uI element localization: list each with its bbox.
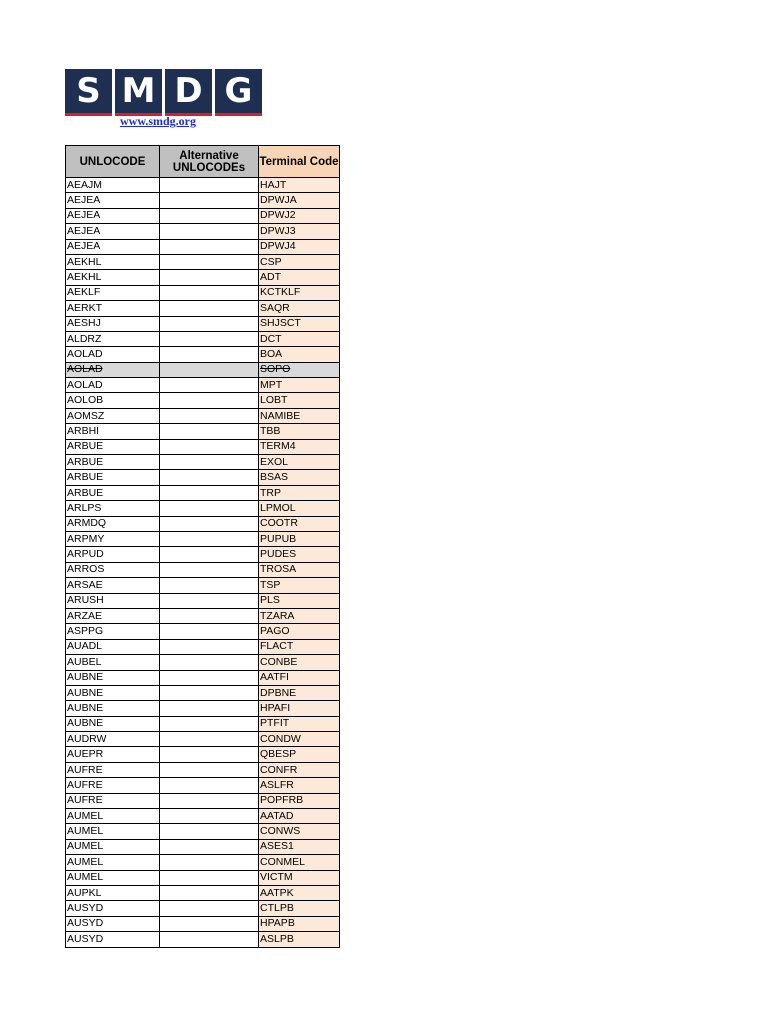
alternative-unlocode-cell bbox=[160, 793, 259, 808]
table-row bbox=[66, 301, 340, 316]
unlocode-cell: AESHJ bbox=[66, 316, 160, 331]
terminal-code-cell: AATFI bbox=[259, 670, 340, 685]
unlocode-cell: AOMSZ bbox=[66, 408, 160, 423]
alternative-unlocode-cell bbox=[160, 732, 259, 747]
table-row bbox=[66, 885, 340, 900]
alternative-unlocode-cell bbox=[160, 639, 259, 654]
terminal-code-cell: NAMIBE bbox=[259, 408, 340, 423]
alternative-unlocode-cell bbox=[160, 208, 259, 223]
terminal-code-cell: HAJT bbox=[259, 178, 340, 193]
unlocode-cell: AUFRE bbox=[66, 778, 160, 793]
table-row bbox=[66, 531, 340, 546]
table-header-row bbox=[66, 146, 340, 178]
alternative-unlocode-cell bbox=[160, 347, 259, 362]
table-row bbox=[66, 870, 340, 885]
unlocode-cell: AUADL bbox=[66, 639, 160, 654]
terminal-code-cell: HPAFI bbox=[259, 701, 340, 716]
table-row bbox=[66, 809, 340, 824]
logo-letter-d: D bbox=[165, 69, 212, 116]
alternative-unlocode-cell bbox=[160, 624, 259, 639]
table-row bbox=[66, 331, 340, 346]
unlocode-cell: AUBNE bbox=[66, 670, 160, 685]
unlocode-cell: AUSYD bbox=[66, 916, 160, 931]
terminal-code-cell: COOTR bbox=[259, 516, 340, 531]
table-row bbox=[66, 270, 340, 285]
terminal-code-cell: DPWJ4 bbox=[259, 239, 340, 254]
unlocode-cell: AEJEA bbox=[66, 193, 160, 208]
table-row bbox=[66, 470, 340, 485]
table-body bbox=[66, 178, 340, 948]
smdg-logo bbox=[65, 69, 262, 116]
terminal-code-cell: CTLPB bbox=[259, 901, 340, 916]
alternative-unlocode-cell bbox=[160, 716, 259, 731]
alternative-unlocode-cell bbox=[160, 901, 259, 916]
table-row bbox=[66, 239, 340, 254]
unlocode-cell: AUMEL bbox=[66, 809, 160, 824]
unlocode-cell: AEJEA bbox=[66, 239, 160, 254]
alternative-unlocode-cell bbox=[160, 239, 259, 254]
table-row bbox=[66, 747, 340, 762]
alternative-unlocode-cell bbox=[160, 224, 259, 239]
table-row bbox=[66, 670, 340, 685]
table-row bbox=[66, 439, 340, 454]
terminal-code-cell: PAGO bbox=[259, 624, 340, 639]
alternative-unlocode-cell bbox=[160, 470, 259, 485]
alternative-unlocode-cell bbox=[160, 778, 259, 793]
terminal-code-cell: ADT bbox=[259, 270, 340, 285]
alternative-unlocode-cell bbox=[160, 254, 259, 269]
alternative-unlocode-cell bbox=[160, 362, 259, 377]
unlocode-cell: ARMDQ bbox=[66, 516, 160, 531]
table-row bbox=[66, 685, 340, 700]
terminal-code-cell: MPT bbox=[259, 378, 340, 393]
terminal-code-cell: AATAD bbox=[259, 809, 340, 824]
alternative-unlocode-cell bbox=[160, 747, 259, 762]
terminal-code-cell: KCTKLF bbox=[259, 285, 340, 300]
unlocode-cell: AUFRE bbox=[66, 793, 160, 808]
unlocode-cell: AUPKL bbox=[66, 885, 160, 900]
unlocode-cell: ALDRZ bbox=[66, 331, 160, 346]
unlocode-cell: ARPUD bbox=[66, 547, 160, 562]
alternative-unlocode-cell bbox=[160, 270, 259, 285]
table-row bbox=[66, 932, 340, 947]
alternative-unlocode-cell bbox=[160, 531, 259, 546]
table-row bbox=[66, 716, 340, 731]
alternative-unlocode-cell bbox=[160, 824, 259, 839]
terminal-code-cell: TBB bbox=[259, 424, 340, 439]
table-row bbox=[66, 501, 340, 516]
terminal-code-cell: PUPUB bbox=[259, 531, 340, 546]
alternative-unlocode-cell bbox=[160, 685, 259, 700]
alternative-unlocode-cell bbox=[160, 331, 259, 346]
terminal-code-cell: CSP bbox=[259, 254, 340, 269]
unlocode-cell: AUBEL bbox=[66, 655, 160, 670]
header-terminal-code: Terminal Code bbox=[259, 146, 340, 178]
terminal-code-cell: PTFIT bbox=[259, 716, 340, 731]
terminal-code-cell: TERM4 bbox=[259, 439, 340, 454]
alternative-unlocode-cell bbox=[160, 301, 259, 316]
terminal-code-cell: VICTM bbox=[259, 870, 340, 885]
unlocode-cell: ARPMY bbox=[66, 531, 160, 546]
table-row bbox=[66, 562, 340, 577]
unlocode-cell: AEJEA bbox=[66, 208, 160, 223]
alternative-unlocode-cell bbox=[160, 378, 259, 393]
table-row bbox=[66, 208, 340, 223]
table-row bbox=[66, 347, 340, 362]
terminal-code-cell: ASLFR bbox=[259, 778, 340, 793]
alternative-unlocode-cell bbox=[160, 516, 259, 531]
alternative-unlocode-cell bbox=[160, 870, 259, 885]
table-row bbox=[66, 901, 340, 916]
terminal-code-cell: POPFRB bbox=[259, 793, 340, 808]
table-row bbox=[66, 485, 340, 500]
table-row bbox=[66, 547, 340, 562]
table-row-struck bbox=[66, 362, 340, 377]
terminal-code-cell: TSP bbox=[259, 578, 340, 593]
table-row bbox=[66, 193, 340, 208]
unlocode-cell: AUEPR bbox=[66, 747, 160, 762]
unlocode-cell: ASPPG bbox=[66, 624, 160, 639]
table-row bbox=[66, 393, 340, 408]
unlocode-cell: AOLAD bbox=[66, 362, 160, 377]
unlocode-cell: AEKLF bbox=[66, 285, 160, 300]
terminal-code-cell: CONFR bbox=[259, 762, 340, 777]
alternative-unlocode-cell bbox=[160, 701, 259, 716]
table-row bbox=[66, 455, 340, 470]
unlocode-cell: AUMEL bbox=[66, 824, 160, 839]
terminal-code-cell: BSAS bbox=[259, 470, 340, 485]
alternative-unlocode-cell bbox=[160, 485, 259, 500]
alternative-unlocode-cell bbox=[160, 285, 259, 300]
alternative-unlocode-cell bbox=[160, 655, 259, 670]
terminal-code-cell: CONDW bbox=[259, 732, 340, 747]
terminal-code-cell: PUDES bbox=[259, 547, 340, 562]
logo-letter-s: S bbox=[65, 69, 112, 116]
terminal-code-cell: CONBE bbox=[259, 655, 340, 670]
unlocode-cell: AUDRW bbox=[66, 732, 160, 747]
table-row bbox=[66, 762, 340, 777]
unlocode-cell: AOLOB bbox=[66, 393, 160, 408]
header-unlocode: UNLOCODE bbox=[66, 146, 160, 178]
table-row bbox=[66, 732, 340, 747]
unlocode-cell: AERKT bbox=[66, 301, 160, 316]
unlocode-cell: AOLAD bbox=[66, 347, 160, 362]
alternative-unlocode-cell bbox=[160, 501, 259, 516]
alternative-unlocode-cell bbox=[160, 562, 259, 577]
unlocode-cell: AEAJM bbox=[66, 178, 160, 193]
alternative-unlocode-cell bbox=[160, 393, 259, 408]
alternative-unlocode-cell bbox=[160, 316, 259, 331]
unlocode-cell: AOLAD bbox=[66, 378, 160, 393]
terminal-code-cell: SOPO bbox=[259, 362, 340, 377]
terminal-code-cell: BOA bbox=[259, 347, 340, 362]
unlocode-cell: ARLPS bbox=[66, 501, 160, 516]
unlocode-cell: ARBHI bbox=[66, 424, 160, 439]
table-row bbox=[66, 378, 340, 393]
unlocode-cell: ARROS bbox=[66, 562, 160, 577]
alternative-unlocode-cell bbox=[160, 455, 259, 470]
alternative-unlocode-cell bbox=[160, 439, 259, 454]
table-row bbox=[66, 578, 340, 593]
alternative-unlocode-cell bbox=[160, 424, 259, 439]
terminal-code-cell: CONMEL bbox=[259, 855, 340, 870]
unlocode-cell: AUBNE bbox=[66, 685, 160, 700]
terminal-code-cell: TRP bbox=[259, 485, 340, 500]
terminal-code-cell: DPBNE bbox=[259, 685, 340, 700]
terminal-code-cell: DCT bbox=[259, 331, 340, 346]
alternative-unlocode-cell bbox=[160, 608, 259, 623]
terminal-code-cell: SHJSCT bbox=[259, 316, 340, 331]
table-row bbox=[66, 608, 340, 623]
unlocode-cell: ARBUE bbox=[66, 485, 160, 500]
table-row bbox=[66, 655, 340, 670]
alternative-unlocode-cell bbox=[160, 547, 259, 562]
table-row bbox=[66, 593, 340, 608]
terminal-code-cell: AATPK bbox=[259, 885, 340, 900]
alternative-unlocode-cell bbox=[160, 578, 259, 593]
terminal-code-cell: CONWS bbox=[259, 824, 340, 839]
table-row bbox=[66, 778, 340, 793]
table-row bbox=[66, 839, 340, 854]
terminal-code-cell: DPWJ2 bbox=[259, 208, 340, 223]
alternative-unlocode-cell bbox=[160, 762, 259, 777]
table-row bbox=[66, 424, 340, 439]
table-row bbox=[66, 916, 340, 931]
unlocode-cell: ARSAE bbox=[66, 578, 160, 593]
table-row bbox=[66, 224, 340, 239]
unlocode-cell: AEJEA bbox=[66, 224, 160, 239]
logo-letter-m: M bbox=[115, 69, 162, 116]
header-alternative-unlocodes: Alternative UNLOCODEs bbox=[160, 146, 259, 178]
alternative-unlocode-cell bbox=[160, 916, 259, 931]
unlocode-cell: ARUSH bbox=[66, 593, 160, 608]
terminal-code-cell: DPWJA bbox=[259, 193, 340, 208]
table-row bbox=[66, 408, 340, 423]
terminal-code-cell: ASES1 bbox=[259, 839, 340, 854]
unlocode-cell: ARBUE bbox=[66, 470, 160, 485]
alternative-unlocode-cell bbox=[160, 885, 259, 900]
terminal-code-cell: PLS bbox=[259, 593, 340, 608]
unlocode-cell: AUSYD bbox=[66, 932, 160, 947]
terminal-code-table bbox=[65, 145, 340, 948]
table-row bbox=[66, 824, 340, 839]
table-row bbox=[66, 793, 340, 808]
alternative-unlocode-cell bbox=[160, 408, 259, 423]
table-row bbox=[66, 254, 340, 269]
terminal-code-cell: TROSA bbox=[259, 562, 340, 577]
alternative-unlocode-cell bbox=[160, 839, 259, 854]
unlocode-cell: AUFRE bbox=[66, 762, 160, 777]
table-row bbox=[66, 316, 340, 331]
unlocode-cell: ARBUE bbox=[66, 439, 160, 454]
unlocode-cell: AUSYD bbox=[66, 901, 160, 916]
table-row bbox=[66, 178, 340, 193]
alternative-unlocode-cell bbox=[160, 193, 259, 208]
table-row bbox=[66, 285, 340, 300]
terminal-code-cell: QBESP bbox=[259, 747, 340, 762]
terminal-code-cell: LPMOL bbox=[259, 501, 340, 516]
alternative-unlocode-cell bbox=[160, 855, 259, 870]
terminal-code-cell: SAQR bbox=[259, 301, 340, 316]
unlocode-cell: AUMEL bbox=[66, 855, 160, 870]
table-row bbox=[66, 639, 340, 654]
unlocode-cell: AUBNE bbox=[66, 716, 160, 731]
terminal-code-cell: TZARA bbox=[259, 608, 340, 623]
logo-letter-g: G bbox=[215, 69, 262, 116]
table-row bbox=[66, 701, 340, 716]
table-row bbox=[66, 516, 340, 531]
unlocode-cell: AEKHL bbox=[66, 270, 160, 285]
table-row bbox=[66, 855, 340, 870]
unlocode-cell: AEKHL bbox=[66, 254, 160, 269]
unlocode-cell: AUMEL bbox=[66, 870, 160, 885]
website-link[interactable]: www.smdg.org bbox=[120, 114, 197, 128]
unlocode-cell: AUBNE bbox=[66, 701, 160, 716]
terminal-code-cell: FLACT bbox=[259, 639, 340, 654]
alternative-unlocode-cell bbox=[160, 593, 259, 608]
terminal-code-cell: DPWJ3 bbox=[259, 224, 340, 239]
unlocode-cell: AUMEL bbox=[66, 839, 160, 854]
unlocode-cell: ARBUE bbox=[66, 455, 160, 470]
terminal-code-cell: ASLPB bbox=[259, 932, 340, 947]
unlocode-cell: ARZAE bbox=[66, 608, 160, 623]
alternative-unlocode-cell bbox=[160, 932, 259, 947]
table-row bbox=[66, 624, 340, 639]
terminal-code-cell: EXOL bbox=[259, 455, 340, 470]
terminal-code-cell: LOBT bbox=[259, 393, 340, 408]
alternative-unlocode-cell bbox=[160, 809, 259, 824]
alternative-unlocode-cell bbox=[160, 178, 259, 193]
terminal-code-cell: HPAPB bbox=[259, 916, 340, 931]
alternative-unlocode-cell bbox=[160, 670, 259, 685]
